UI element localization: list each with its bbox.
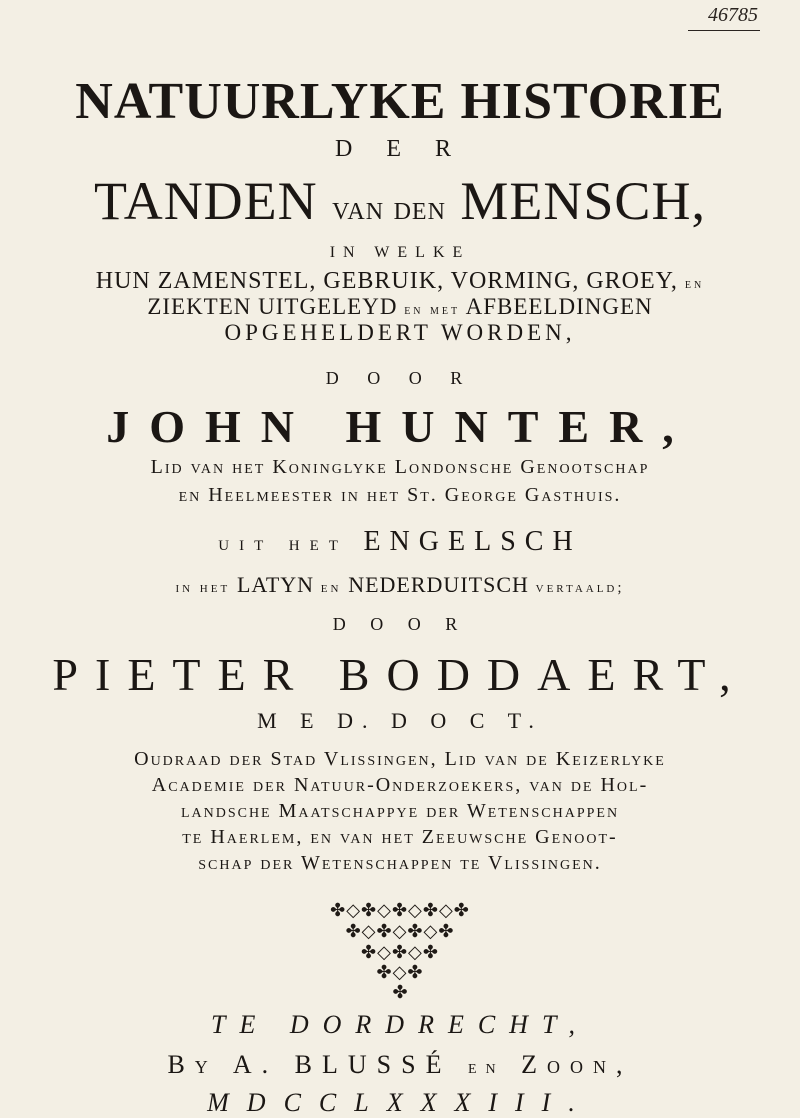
- title-tanden-part2: van den: [332, 190, 446, 227]
- translated-from: [0, 526, 800, 558]
- translated-into-part1: in het: [175, 580, 237, 596]
- main-title: NATUURLYKE HISTORIE: [75, 73, 725, 130]
- shelfmark-underline: [688, 30, 760, 31]
- translated-from-part2: ENGELSCH: [363, 526, 582, 557]
- subtitle-in-welke: IN WELKE: [329, 244, 471, 261]
- imprint-year: MDCCLXXXIII.: [207, 1088, 593, 1117]
- title-tanden-part3: MENSCH,: [445, 171, 706, 231]
- translated-into-part3: en: [314, 580, 349, 596]
- imprint-printer-part4: Zoon,: [504, 1050, 633, 1079]
- translated-into-part5: vertaald;: [528, 580, 625, 596]
- imprint-place: TE DORDRECHT,: [211, 1010, 589, 1039]
- imprint-printer-part1: By: [167, 1050, 218, 1079]
- translated-from-part1: uit het: [218, 530, 364, 555]
- translator-name: PIETER BODDAERT,: [52, 649, 748, 700]
- author-description-1: Lid van het Koninglyke Londonsche Genootschap: [150, 456, 650, 478]
- ornament-row-5: ✤: [392, 982, 408, 1003]
- subtitle-line3: OPGEHELDERT WORDEN,: [224, 320, 576, 345]
- door-label-1: D O O R: [325, 368, 475, 388]
- translator-description-3: landsche Maatschappye der Wetenschappen: [180, 800, 620, 822]
- subtitle-line2: [0, 294, 800, 320]
- subtitle-line2-part2: en met: [404, 303, 461, 318]
- author-name: JOHN HUNTER,: [106, 401, 694, 452]
- translated-into-part4: NEDERDUITSCH: [348, 572, 529, 597]
- translated-into-part2: LATYN: [236, 572, 315, 597]
- imprint-printer-part2: A. BLUSSÉ: [217, 1050, 468, 1079]
- ornament-row-1: ✤◇✤◇✤◇✤◇✤: [330, 900, 470, 921]
- subtitle-line2-part3: AFBEELDINGEN: [460, 294, 653, 319]
- imprint-printer-part3: en: [467, 1056, 505, 1078]
- ornament-row-2: ✤◇✤◇✤◇✤: [345, 921, 455, 942]
- door-label-2: D O O R: [332, 614, 468, 634]
- subtitle-line1-part2: en: [684, 277, 705, 292]
- imprint-printer: [0, 1050, 800, 1080]
- author-description-2: en Heelmeester in het St. George Gasthuis.: [178, 484, 622, 506]
- subtitle-line2-part1: ZIEKTEN UITGELEYD: [147, 294, 405, 319]
- title-tanden: [0, 170, 800, 232]
- subtitle-line1: [0, 268, 800, 295]
- translator-description-2: Academie der Natuur-Onderzoekers, van de Hol-: [151, 774, 649, 796]
- title-tanden-part1: TANDEN: [94, 171, 333, 231]
- ornament-row-4: ✤◇✤: [376, 962, 424, 983]
- ornament-row-3: ✤◇✤◇✤: [361, 942, 439, 963]
- shelfmark-annotation: 46785: [708, 4, 758, 26]
- translator-description-5: schap der Wetenschappen te Vlissingen.: [198, 852, 602, 874]
- translator-description-4: te Haerlem, en van het Zeeuwsche Genoot-: [182, 826, 618, 848]
- translator-degree: M E D. D O C T.: [257, 708, 543, 733]
- translated-into: [0, 572, 800, 598]
- title-der: D E R: [335, 136, 465, 162]
- subtitle-line1-part1: HUN ZAMENSTEL, GEBRUIK, VORMING, GROEY,: [95, 268, 685, 294]
- translator-description-1: Oudraad der Stad Vlissingen, Lid van de Keizerlyke: [134, 748, 666, 770]
